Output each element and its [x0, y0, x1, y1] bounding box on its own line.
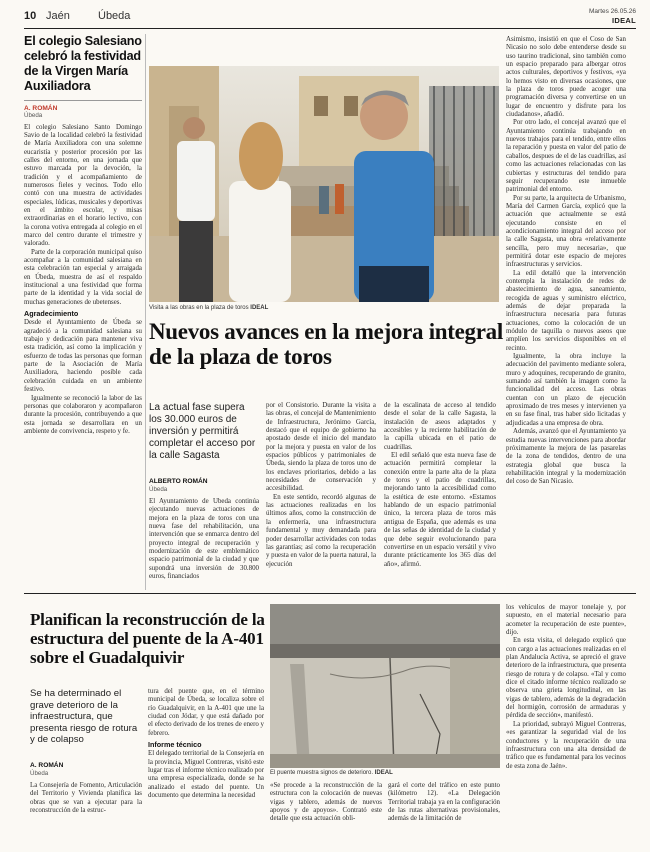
colegio-paragraph: Desde el Ayuntamiento de Úbeda se agradeció a la comunidad salesiana su trabajo y dedicación para mantener viva esta tradición, así como la implicación y esfuerzo de todas las personas que forman parte de la Asociación de María Auxiliadora, haciendo posible cada celebración cuidada en un ambiente festivo.: [24, 319, 142, 394]
puente-photo-caption: [270, 770, 500, 776]
colegio-paragraph: Parte de la corporación municipal quiso acompañar a la comunidad salesiana en esta celebración tan especial y arraigada en Úbeda, muestra de así el respaldo institucional a una festividad que forma parte de la identidad y la vida social de muchas generaciones de ubetenses.: [24, 248, 142, 306]
plaza-caption-text: Visita a las obras en la plaza de toros: [149, 305, 249, 311]
colegio-headline: El colegio Salesiano celebró la festividad de la Virgen María Auxiliadora: [24, 34, 142, 93]
puente-paragraph: «Se procede a la reconstrucción de la estructura con la colocación de nuevas vigas y tablero, además de nuevos apoyos y de apoyos». Contrató este detalle que esta actuación obli-: [270, 782, 382, 823]
plaza-byline: ALBERTO ROMÁN: [149, 478, 208, 485]
puente-col5: [506, 604, 626, 846]
plaza-paragraph: El Ayuntamiento de Úbeda continúa ejecutando nuevas actuaciones de mejora en la plaza de toros con una nueva fase del rehabilitación, una intervención que se enmarca dentro del proyecto integral de recuperación y modernización de este emblemático espacio patrimonial de la ciudad y que supondrá una inversión de 30.800 euros, financiados: [149, 498, 259, 581]
puente-paragraph: tura del puente que, en el término municipal de Úbeda, se localiza sobre el río Guadalquivir, en la A-401 que une la ciudad con Jódar, y que está dañado por el efecto derivado de los trenes de enero y febrero.: [148, 688, 264, 737]
puente-byline: A. ROMÁN: [30, 762, 64, 769]
puente-subhead: Informe técnico: [148, 740, 202, 750]
puente-col4: [388, 782, 500, 846]
puente-headline: Planifican la reconstrucción de la estructura del puente de la A-401 sobre el Guadalquivir: [30, 610, 265, 667]
puente-paragraph: La prioridad, subrayó Miguel Contreras, «es garantizar la seguridad vial de los conductores y la recuperación de una infraestructura con una alta densidad de tráfico que es fundamental para los vecinos de esta zona de Jaén».: [506, 720, 626, 770]
puente-paragraph: los vehículos de mayor tonelaje y, por supuesto, en el material necesario para acometer la recuperación de este puente», dijo.: [506, 604, 626, 637]
brand-name: IDEAL: [612, 16, 636, 25]
section-name: Jaén: [46, 10, 70, 22]
plaza-col4: [506, 36, 626, 588]
plaza-photo-image: [149, 66, 499, 302]
plaza-photo: [149, 66, 499, 302]
plaza-paragraph: Por su parte, la arquitecta de Urbanismo, María del Carmen García, explicó que la actuación que actualmente se está ejecutando consiste en el acondicionamiento integral del acceso por la calle Sagasta, una obra «relativamente sencilla, pero muy necesaria», que permitirá dotar este espacio de mejores infraestructuras y servicios.: [506, 194, 626, 269]
column-divider: [145, 34, 146, 590]
puente-photo-image: [270, 604, 500, 768]
colegio-byline: A. ROMÁN: [24, 104, 58, 112]
issue-date: Martes 26.05.26: [589, 8, 636, 15]
plaza-headline: Nuevos avances en la mejora integral de la plaza de toros: [149, 319, 503, 369]
colegio-paragraph: Igualmente se reconoció la labor de las personas que colaboraron y acompañaron durante la procesión, contribuyendo a que esta jornada se desarrollara en un ambiente de convivencia, respeto y fe.: [24, 394, 142, 435]
plaza-lead: La actual fase supera los 30.000 euros de inversión y permitirá completar el acceso por la calle Sagasta: [149, 402, 256, 461]
plaza-col2: [266, 402, 376, 586]
plaza-photo-caption: [149, 305, 499, 311]
colegio-rule: [24, 100, 142, 101]
puente-caption-text: El puente muestra signos de deterioro.: [270, 770, 374, 776]
plaza-caption-credit: IDEAL: [250, 305, 269, 311]
colegio-city: Úbeda: [24, 111, 43, 119]
plaza-paragraph: En este sentido, recordó algunas de las actuaciones realizadas en los últimos años, como la construcción de la enfermería, una infraestructura fundamental y muy demandada para poder desarrollar actividades con todas las garantías; así como la recuperación y puesta en valor de la puerta natural, la ejecución: [266, 493, 376, 568]
plaza-city: Úbeda: [149, 486, 168, 493]
puente-city: Úbeda: [30, 770, 49, 777]
colegio-subhead: Agradecimiento: [24, 309, 79, 319]
plaza-paragraph: Además, avanzó que el Ayuntamiento ya estudia nuevas intervenciones para abordar próximamente la mejora de las pasarelas de la zona de tendidos, dentro de una estrategia global que busca la rehabilitación integral y la modernización del coso de San Nicasio.: [506, 428, 626, 486]
puente-col2: [148, 688, 264, 846]
puente-lead: Se ha determinado el grave deterioro de la infraestructura, que presenta riesgo de rotura y de colapso: [30, 688, 138, 746]
page-header: [24, 8, 636, 26]
puente-paragraph: gará el corte del tráfico en este punto (kilómetro 12). «La Delegación Territorial trabaja ya en la configuración de las rutas alternativas provisionales, además de la limitación de: [388, 782, 500, 823]
section-divider: [24, 593, 636, 594]
plaza-paragraph: El edil señaló que esta nueva fase de actuación permitirá completar la conexión entre la parte alta de la plaza de toros y el patio de cuadrillas, mejorando tanto la accesibilidad como la estética de este entorno. «Estamos hablando de un espacio patrimonial único, la tercera plaza de toros más antigua de España, que además es una de las señas de identidad de la ciudad y que debe seguir evolucionando para convertirse en un espacio versátil y vivo durante prácticamente los 365 días del año», afirmó.: [384, 452, 496, 568]
plaza-paragraph: Igualmente, la obra incluye la adecuación del pavimento mediante solera, muro y adoquines, recuperando de granito, sumando así también la imagen como la funcionalidad del acceso. Las obras cuentan con un plazo de ejecución aproximado de tres meses y intervienen ya en su fase final, tras haber sido licitadas y adjudicadas a una empresa de obra.: [506, 353, 626, 427]
header-rule: [24, 28, 636, 29]
puente-paragraph: La Consejería de Fomento, Articulación del Territorio y Vivienda planifica las obras que se van a ejecutar para la reconstrucción de la estruc-: [30, 782, 142, 815]
page-number: 10: [24, 10, 37, 22]
puente-col1: [30, 782, 142, 846]
colegio-paragraph: El colegio Salesiano Santo Domingo Savio de la localidad celebró la festividad de María Auxiliadora con una solemne eucaristía y posterior procesión por las calles del entorno, en una jornada que estuvo marcada por la devoción, la tradición y el acompañamiento de numerosos fieles y vecinos. Todo ello contó con una muestra de actividades especiales, lúdicas, musicales y deportivas en el ámbito escolar, y misas extraordinarias en el horario lectivo, con la corona votiva entregada al colegio en el marco del centro durante el trimestre y valorado.: [24, 123, 142, 248]
plaza-col3: [384, 402, 496, 586]
puente-paragraph: En esta visita, el delegado explicó que con cargo a las actuaciones realizadas en el plan Andalucía Activa, se apreció el grave deterioro de la infraestructura, que presenta riesgo de rotura y de colapso. «Tal y como dice el citado informe técnico realizado se observa una grieta longitudinal, en las vigas de tablero, además de la degradación del hormigón, corrosión de armaduras y pérdida de sección», manifestó.: [506, 637, 626, 720]
plaza-paragraph: por el Consistorio. Durante la visita a las obras, el concejal de Mantenimiento de Infraestructura, Jerónimo García, destacó que el equipo de gobierno ha apostado desde el inicio del mandato por la mejora y puesta en valor de los espacios públicos y patrimoniales de Úbeda, siendo la plaza de toros uno de los enclaves prioritarios, debido a las necesidades de conservación y accesibilidad.: [266, 402, 376, 493]
plaza-paragraph: Asimismo, insistió en que el Coso de San Nicasio no solo debe entenderse desde su uso taurino tradicional, sino también como un espacio preparado para albergar otros actos culturales, deportivos y festivos, «ya lo hemos visto en diversas ocasiones, que la plaza de toros puede acoger una programación diversa y convertirse en un lugar de encuentro y disfrute para los ciudadanos», añadió.: [506, 36, 626, 119]
puente-col3: [270, 782, 382, 846]
puente-paragraph: El delegado territorial de la Consejería en la provincia, Miguel Contreras, visitó este lugar tras el informe técnico realizado por una empresa especializada, donde se ha analizado el estado del puente. Un documento que determina la necesidad: [148, 750, 264, 800]
plaza-paragraph: Por otro lado, el concejal avanzó que el Ayuntamiento continúa trabajando en nuevos trabajos para el tendido, entre ellos la reparación y puesta en valor del patio de caballos, despues de el de las cuadrillas, así como las actuaciones relacionadas con las cubiertas y estructuras del tendido para seguir recuperando este inmueble patrimonial del entorno.: [506, 119, 626, 194]
plaza-paragraph: La edil detalló que la intervención contempla la instalación de redes de abastecimiento de agua, saneamiento, recogida de aguas y suministro eléctrico, además de dejar preparada la infraestructura necesaria para futuras actuaciones, como la colocación de un módulo de taquilla o nuevos aseos que amplíen los servicios disponibles en el recinto.: [506, 269, 626, 352]
plaza-paragraph: de la escalinata de acceso al tendido desde el solar de la calle Sagasta, la instalación de aseos adaptados y accesibles y la reciente habilitación de la capilla ubicada en el patio de cuadrillas.: [384, 402, 496, 451]
plaza-col1: [149, 498, 259, 586]
colegio-body: [24, 124, 142, 560]
puente-photo: [270, 604, 500, 768]
puente-caption-credit: IDEAL: [374, 770, 393, 776]
colegio-article: [24, 34, 142, 590]
section-city: Úbeda: [98, 10, 131, 22]
